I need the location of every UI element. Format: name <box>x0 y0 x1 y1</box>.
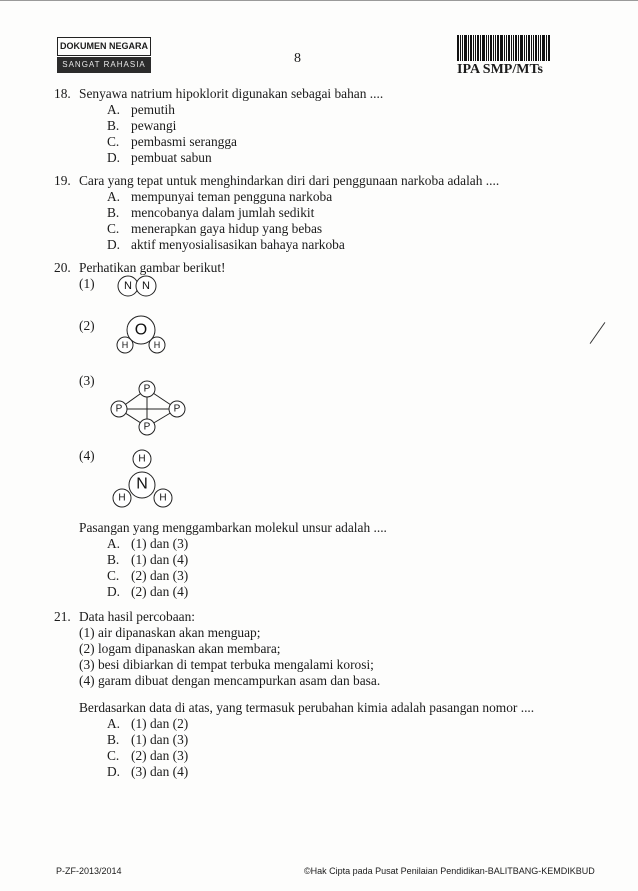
atom-p: P <box>143 383 151 395</box>
barcode-bar <box>535 35 537 61</box>
question-text: Senyawa natrium hipoklorit digunakan sebagai bahan .... <box>79 86 384 101</box>
molecule-n2 <box>116 274 166 298</box>
barcode-bar <box>504 35 505 61</box>
barcode-bar <box>482 35 485 61</box>
option-a: A. mempunyai teman pengguna narkoba <box>107 189 333 204</box>
atom-h: H <box>153 340 161 350</box>
barcode-bar <box>518 35 519 61</box>
option-c: C. (2) dan (3) <box>107 748 189 763</box>
option-c: C. menerapkan gaya hidup yang bebas <box>107 221 323 236</box>
barcode-bar <box>548 35 550 61</box>
barcode-bar <box>546 35 547 61</box>
atom-n: N <box>124 280 132 292</box>
atom-h: H <box>138 453 146 465</box>
barcode-bar <box>515 35 517 61</box>
barcode-bar <box>524 35 525 61</box>
question-number: 20. <box>54 260 71 275</box>
barcode-bar <box>531 35 532 61</box>
option-d: D. (3) dan (4) <box>107 764 189 779</box>
atom-n: N <box>142 280 150 292</box>
atom-h: H <box>121 340 129 350</box>
barcode-bar <box>542 35 545 61</box>
option-d: D. (2) dan (4) <box>107 584 189 599</box>
atom-h: H <box>159 492 167 504</box>
barcode-bar <box>488 35 489 61</box>
barcode-bar <box>486 35 487 61</box>
page-edge <box>0 0 638 1</box>
barcode-bar <box>500 35 503 61</box>
barcode-bar <box>460 35 461 61</box>
option-b: B. pewangi <box>107 118 177 133</box>
atom-p: P <box>115 403 123 415</box>
option-a: A. (1) dan (2) <box>107 716 189 731</box>
barcode-bar <box>533 35 534 61</box>
question-number: 21. <box>54 609 71 624</box>
barcode-bar <box>495 35 496 61</box>
pen-mark <box>590 322 606 344</box>
question-number: 19. <box>54 173 71 188</box>
barcode-bar <box>497 35 499 61</box>
barcode-bar <box>493 35 494 61</box>
question-text: Pasangan yang menggambarkan molekul unsur adalah .... <box>79 520 387 535</box>
barcode-bar <box>477 35 479 61</box>
data-item-1: (1) air dipanaskan akan menguap; <box>79 625 261 640</box>
atom-o: O <box>134 321 148 339</box>
figure-label-3: (3) <box>79 373 95 388</box>
atom-p: P <box>143 421 151 433</box>
barcode-bar <box>470 35 472 61</box>
barcode-bar <box>457 35 459 61</box>
data-item-3: (3) besi dibiarkan di tempat terbuka mengalami korosi; <box>79 657 374 672</box>
barcode-bar <box>464 35 467 61</box>
barcode-bar <box>511 35 512 61</box>
question-text: Perhatikan gambar berikut! <box>79 260 226 275</box>
molecule-p4 <box>104 373 194 439</box>
option-b: B. (1) dan (3) <box>107 732 189 747</box>
molecule-h2o <box>112 313 182 359</box>
barcode-graphic <box>457 35 560 61</box>
question-prompt: Berdasarkan data di atas, yang termasuk perubahan kimia adalah pasangan nomor .... <box>79 700 535 715</box>
molecule-nh3 <box>110 447 182 511</box>
page-number: 8 <box>294 51 301 66</box>
data-item-4: (4) garam dibuat dengan mencampurkan asam dan basa. <box>79 673 381 688</box>
document-code: P-ZF-2013/2014 <box>56 866 122 876</box>
stamp-top-label: DOKUMEN NEGARA <box>57 37 151 56</box>
copyright-notice: ©Hak Cipta pada Pusat Penilaian Pendidikan-BALITBANG-KEMDIKBUD <box>304 866 595 876</box>
figure-label-4: (4) <box>79 448 95 463</box>
atom-h: H <box>118 492 126 504</box>
figure-label-2: (2) <box>79 318 95 333</box>
option-a: A. (1) dan (3) <box>107 536 189 551</box>
classification-stamp <box>57 37 151 73</box>
atom-p: P <box>173 403 181 415</box>
option-c: C. (2) dan (3) <box>107 568 189 583</box>
barcode-bar <box>520 35 523 61</box>
question-text: Cara yang tepat untuk menghindarkan diri dari penggunaan narkoba adalah .... <box>79 173 500 188</box>
barcode-bar <box>475 35 476 61</box>
stamp-bottom-label: SANGAT RAHASIA <box>57 57 151 73</box>
barcode-bar <box>526 35 527 61</box>
option-b: B. (1) dan (4) <box>107 552 189 567</box>
barcode-bar <box>468 35 469 61</box>
barcode-bar <box>540 35 541 61</box>
option-d: D. pembuat sabun <box>107 150 212 165</box>
option-d: D. aktif menyosialisasikan bahaya narkoba <box>107 237 345 252</box>
barcode-bar <box>508 35 510 61</box>
barcode-bar <box>538 35 539 61</box>
barcode-bar <box>513 35 514 61</box>
option-a: A. pemutih <box>107 102 175 117</box>
question-text: Data hasil percobaan: <box>79 609 195 624</box>
barcode-bar <box>528 35 530 61</box>
barcode-bar <box>490 35 492 61</box>
atom-n: N <box>136 475 148 493</box>
option-c: C. pembasmi serangga <box>107 134 237 149</box>
data-item-2: (2) logam dipanaskan akan membara; <box>79 641 281 656</box>
barcode-bar <box>462 35 463 61</box>
barcode-bar <box>480 35 481 61</box>
barcode-bar <box>506 35 507 61</box>
option-b: B. mencobanya dalam jumlah sedikit <box>107 205 315 220</box>
question-number: 18. <box>54 86 71 101</box>
subject-title: IPA SMP/MTs <box>457 62 543 77</box>
barcode-bar <box>473 35 474 61</box>
figure-label-1: (1) <box>79 276 95 291</box>
